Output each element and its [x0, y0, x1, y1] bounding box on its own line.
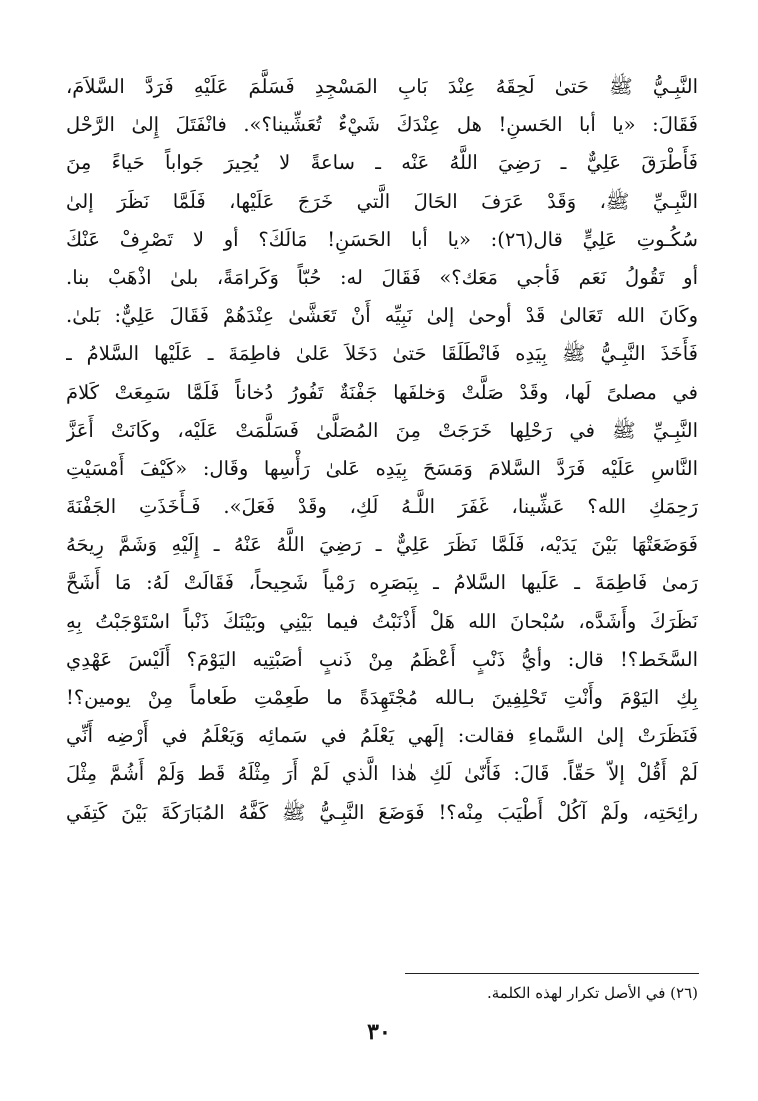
page-number: ٣٠ — [367, 1019, 391, 1045]
text-line: لَمْ أَقُلْ إلاّ حَقّاً. قَالَ: فَأَنّىٰ لَكِ هٰذا الَّذي لَمْ أَرَ مِثْلَهُ قَط وَلَمْ أَشُمَّ مِثْلَ — [66, 762, 698, 786]
text-line: فَقَالَ: «يا أبا الحَسنِ! هل عِنْدَكَ شَيْءٌ تُعَشِّينا؟». فانْفَتَلَ إِلىٰ الرَّحْل — [66, 113, 698, 137]
text-line: النَّبِـيِّ ﷺ، وَقَدْ عَرَفَ الحَالَ الَّتي خَرَجَ عَلَيْها، فَلَمَّا نَظَرَ إلىٰ — [66, 189, 698, 213]
text-line: في مصلىً لَها، وقَدْ صَلَّتْ وَخلفَها جَفْنَةٌ تَفُورُ دُخاناً فَلَمَّا سَمِعَتْ كَلامَ — [66, 380, 698, 404]
text-line: سُكُـوتِ عَلِيٍّ قال(٢٦): «يا أبا الحَسَنِ! مَالَكَ؟ أو لا تَصْرِفْ عَنْكَ — [66, 227, 698, 251]
text-line: أو تَقُولُ نَعَم فَأجي مَعَك؟» فَقَالَ له: حُبّاً وَكَرامَةً، بلىٰ اذْهَبْ بنا. — [66, 265, 698, 289]
text-line: نَظَرَكَ وأَشَدَّه، سُبْحانَ الله هَلْ أَذْنَبْتُ فيما بَيْنِي وبَيْنَكَ ذَنْباً اسْتَوْجَبْتُ بِهِ — [66, 609, 698, 633]
text-line: فَوَضَعَتْهَا بَيْنَ يَدَيْه، فَلَمَّا نَظَرَ عَلِيٌّ ـ رَضِيَ اللَّهُ عَنْهُ ـ إِلَيْهِ وَشَمَّ رِيحَهُ — [66, 533, 698, 557]
text-line: فَنَظَرَتْ إلىٰ السَّماءِ فقالت: إلَهي يَعْلَمُ في سَمائِه وَيَعْلَمُ في أَرْضِه أَنِّي — [66, 724, 698, 748]
text-line: فَأَخَذَ النَّبِـيُّ ﷺ بِيَدِه فَانْطَلَقَا حَتىٰ دَخَلاَ عَلىٰ فاطِمَةَ ـ عَلَيْها السَّلامُ ـ — [66, 342, 698, 366]
body-text — [66, 68, 698, 832]
text-line: بِكِ اليَوْمَ وأَنْتِ تَحْلِفِينَ بـالله مُجْتَهِدَةً ما طَعِمْتِ طَعاماً مِنْ يومين؟! — [66, 686, 698, 709]
text-line: النَّبِـيِّ ﷺ في رَحْلِها خَرَجَتْ مِنَ المُصَلَّىٰ فَسَلَّمَتْ عَلَيْه، وكَانَتْ أَعَزَّ — [66, 418, 698, 442]
text-line: رَمىٰ فَاطِمَةَ ـ عَلَيها السَّلامُ ـ بِبَصَرِه رَمْياً شَحِيحاً، فَقَالَتْ لَهُ: مَا أَشَحَّ — [66, 571, 698, 595]
footnote: (٢٦) في الأصل تكرار لهذه الكلمة. — [486, 984, 698, 1002]
text-line: النَّبِـيُّ ﷺ حَتىٰ لَحِقَهُ عِنْدَ بَابِ المَسْجِدِ فَسَلَّمَ عَلَيْهِ فَرَدَّ السَّلاَمَ، — [66, 75, 698, 98]
text-line: رائِحَتِه، ولَمْ آكُلْ أَطْيَبَ مِنْه؟! فَوَضَعَ النَّبِـيُّ ﷺ كَفَّهُ المُبَارَكَةَ بَيْنَ كَتِفَي — [66, 800, 698, 824]
footnote-divider — [405, 973, 699, 974]
text-line: فَأَطْرَقَ عَلِيٌّ ـ رَضِيَ اللَّهُ عَنْه ـ ساعةً لا يُحِيرَ جَواباً حَياءً مِنَ — [66, 151, 698, 175]
text-line: السَّخَط؟! قال: وأيُّ ذَنْبٍ أَعْظَمُ مِنْ ذَنبٍ أصَبْتِيه اليَوْمَ؟ أَلَيْسَ عَهْدِي — [66, 647, 698, 671]
text-line: رَحِمَكِ الله؟ عَشِّينا، غَفَرَ اللَّـهُ لَكِ، وقَدْ فَعَلَ». فَـأَخَذَتِ الجَفْنَةَ — [66, 495, 698, 519]
text-line: النَّاسِ عَلَيْه فَرَدَّ السَّلامَ وَمَسَحَ بِيَدِه عَلىٰ رَأْسِها وقَال: «كَيْفَ أَمْسَيْتِ — [66, 456, 698, 480]
text-line: وكَانَ الله تَعَالىٰ قَدْ أوحىٰ إلىٰ نَبِيِّه أَنْ تَعَشَّىٰ عِنْدَهُمْ فَقَالَ عَلِيٌّ: بَلىٰ. — [66, 304, 698, 328]
